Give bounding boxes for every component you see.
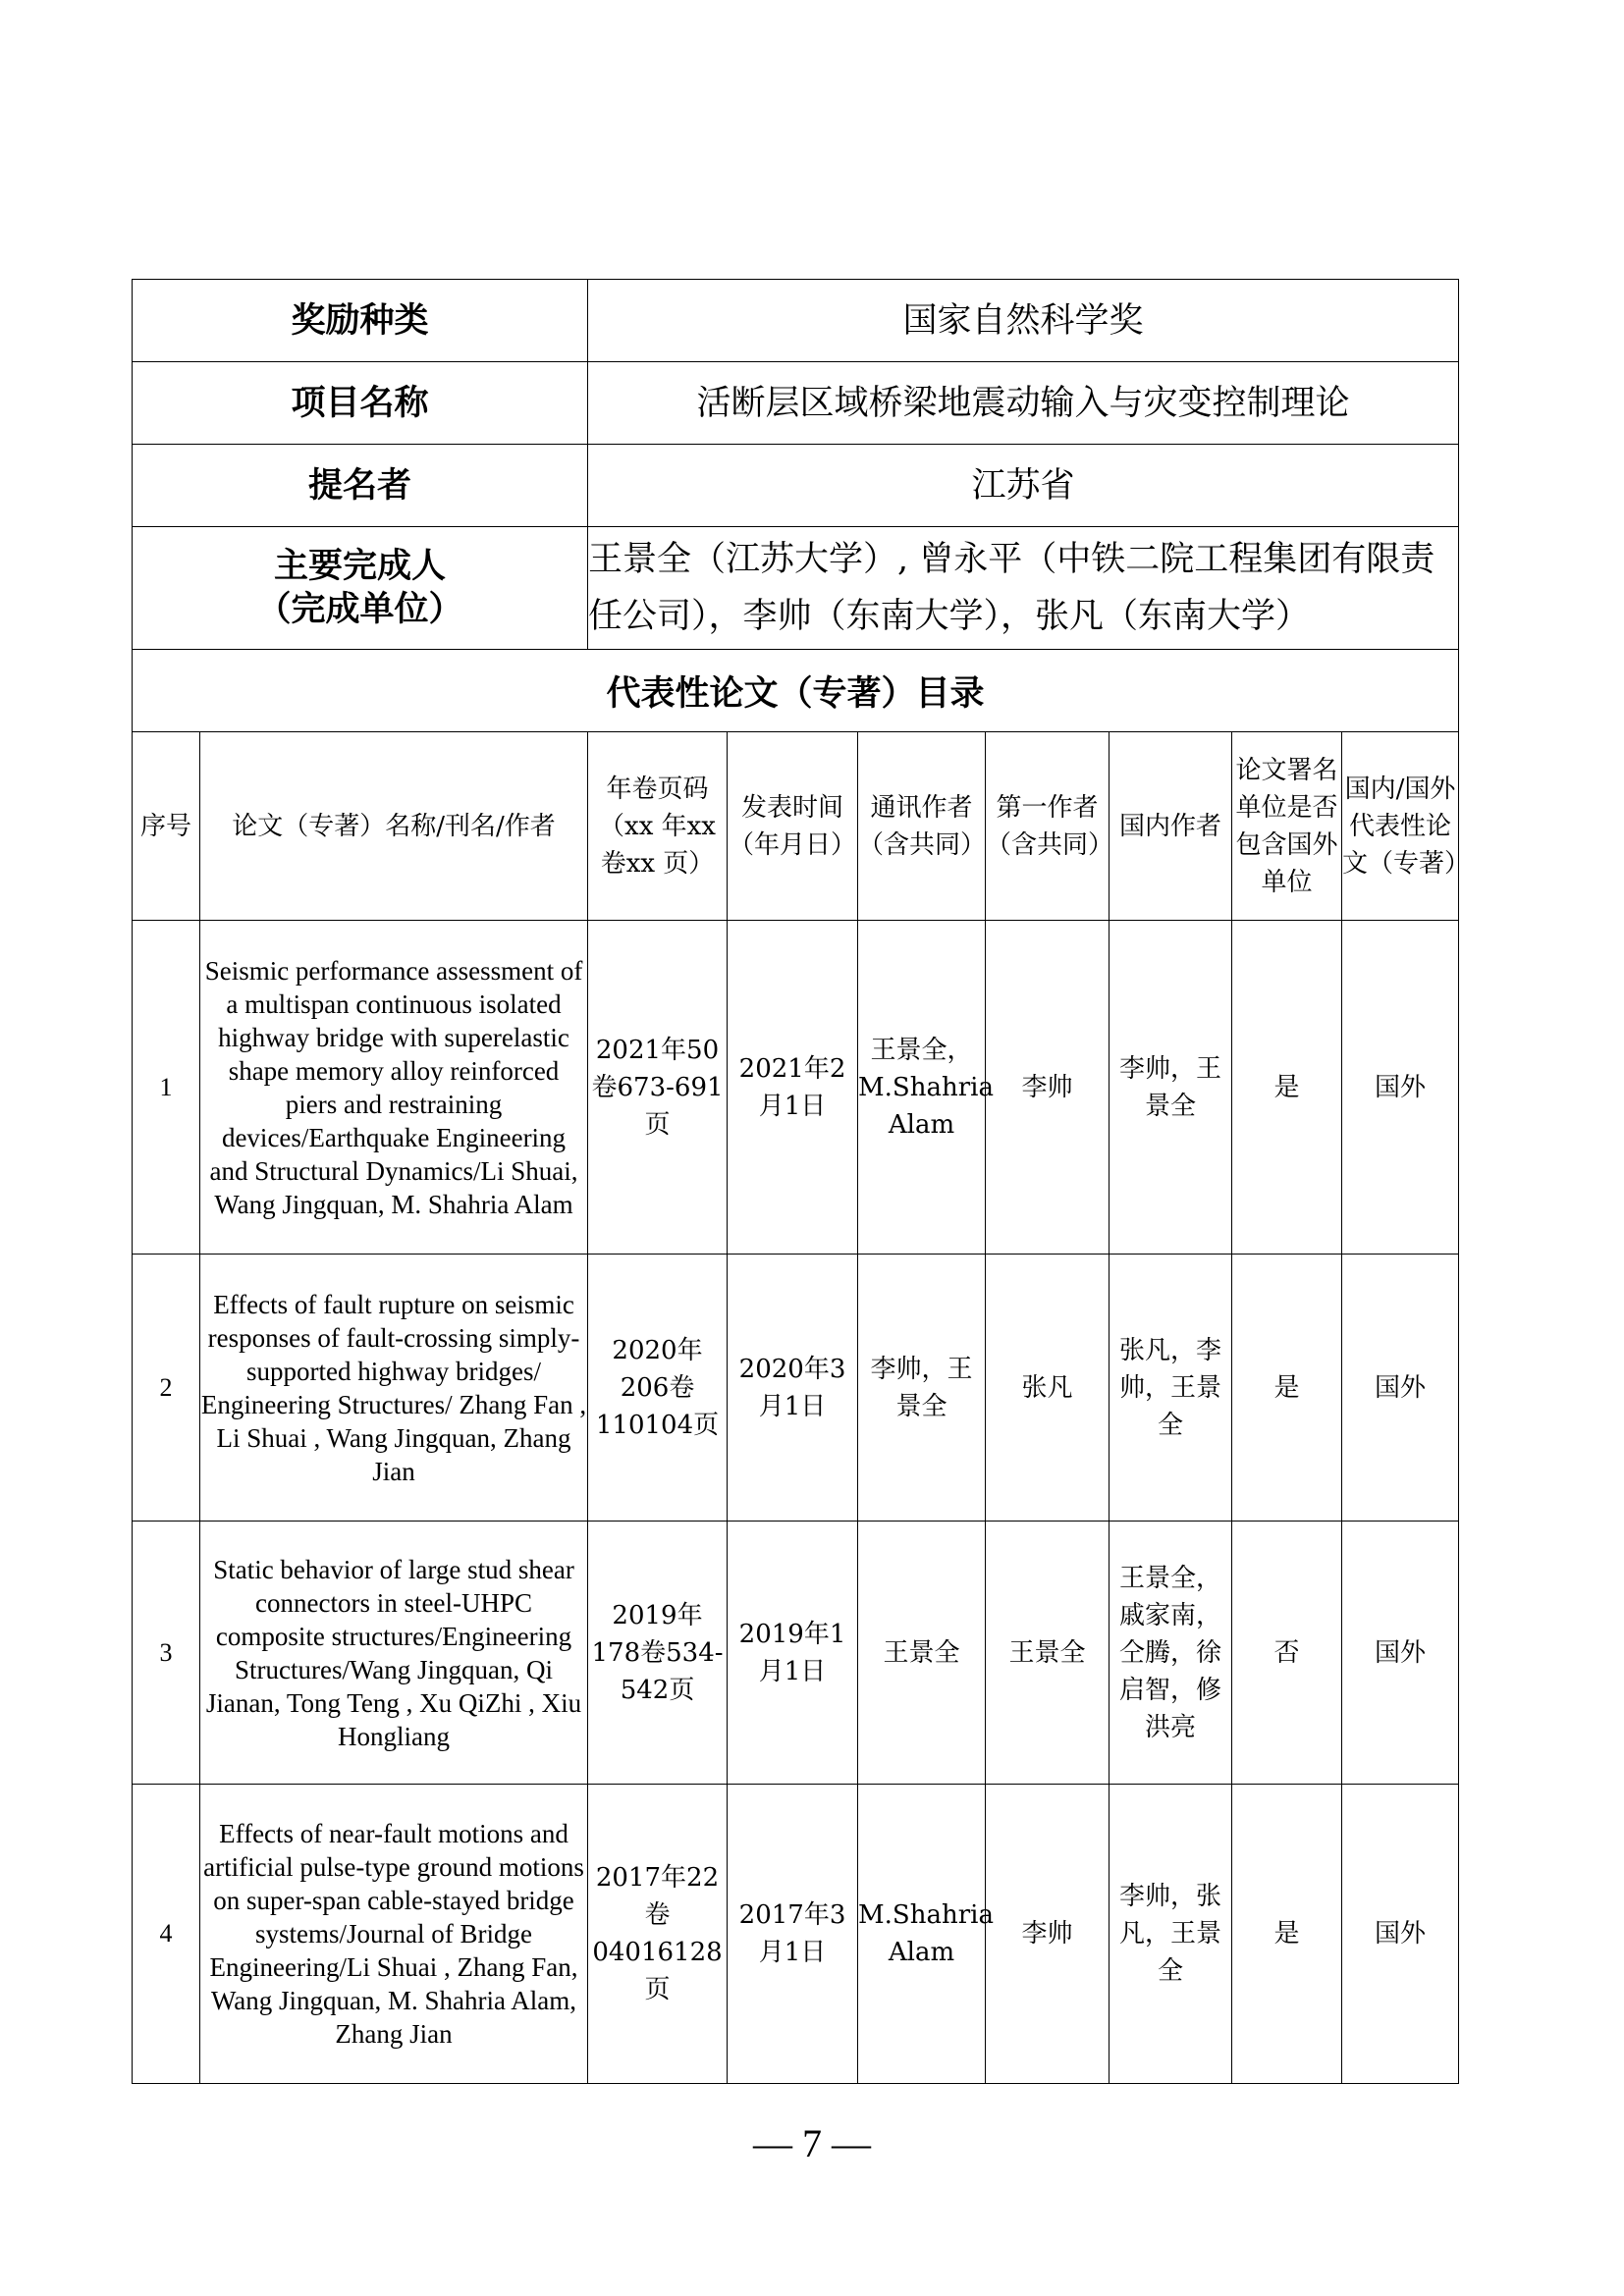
paper-domestic-authors: 张凡，李帅，王景全 bbox=[1110, 1255, 1232, 1522]
paper-pages: 2021年50卷673-691页 bbox=[588, 921, 728, 1255]
table-row bbox=[133, 1522, 1459, 1785]
col-header-pages: 年卷页码（xx 年xx卷xx 页） bbox=[588, 732, 728, 921]
table-row bbox=[133, 1785, 1459, 2084]
paper-first-author: 王景全 bbox=[986, 1522, 1110, 1785]
project-name-label: 项目名称 bbox=[133, 362, 588, 445]
award-type-row bbox=[133, 280, 1459, 362]
paper-title: Static behavior of large stud shear connectors in steel-UHPC composite structures/Engineering Structures/Wang Jingquan, Qi Jianan, Tong Teng , Xu QiZhi , Xiu Hongliang bbox=[200, 1522, 588, 1785]
col-header-foreign-unit: 论文署名单位是否包含国外单位 bbox=[1232, 732, 1342, 921]
paper-title: Effects of near-fault motions and artificial pulse-type ground motions on super-span cable-stayed bridge systems/Journal of Bridge Engineering/Li Shuai , Zhang Fan, Wang Jingquan, M. Shahria Alam, Zhang Jian bbox=[200, 1785, 588, 2084]
main-contributors-label-line1: 主要完成人 bbox=[274, 546, 447, 586]
paper-date: 2020年3月1日 bbox=[728, 1255, 858, 1522]
nominator-row bbox=[133, 445, 1459, 527]
paper-index: 3 bbox=[133, 1522, 200, 1785]
col-header-domestic-authors: 国内作者 bbox=[1110, 732, 1232, 921]
col-header-title: 论文（专著）名称/刊名/作者 bbox=[200, 732, 588, 921]
col-header-date: 发表时间（年月日） bbox=[728, 732, 858, 921]
paper-corresponding: M.Shahria Alam bbox=[858, 1785, 986, 2084]
nominator-label: 提名者 bbox=[133, 445, 588, 527]
paper-first-author: 李帅 bbox=[986, 921, 1110, 1255]
col-header-index: 序号 bbox=[133, 732, 200, 921]
award-type-value: 国家自然科学奖 bbox=[588, 280, 1459, 362]
paper-pages: 2017年22卷04016128页 bbox=[588, 1785, 728, 2084]
main-contributors-value: 王景全（江苏大学）, 曾永平（中铁二院工程集团有限责任公司），李帅（东南大学），张凡（东南大学） bbox=[588, 527, 1459, 650]
paper-rep-paper: 国外 bbox=[1342, 921, 1459, 1255]
paper-title: Effects of fault rupture on seismic responses of fault-crossing simply-supported highway bridges/ Engineering Structures/ Zhang Fan , Li Shuai , Wang Jingquan, Zhang Jian bbox=[200, 1255, 588, 1522]
paper-domestic-authors: 王景全，戚家南，仝腾，徐启智，修洪亮 bbox=[1110, 1522, 1232, 1785]
paper-foreign-unit: 是 bbox=[1232, 1785, 1342, 2084]
paper-title: Seismic performance assessment of a multispan continuous isolated highway bridge with superelastic shape memory alloy reinforced piers and restraining devices/Earthquake Engineering and Structural Dynamics/Li Shuai, Wang Jingquan, M. Shahria Alam bbox=[200, 921, 588, 1255]
paper-domestic-authors: 李帅，王景全 bbox=[1110, 921, 1232, 1255]
table-row bbox=[133, 1255, 1459, 1522]
paper-rep-paper: 国外 bbox=[1342, 1522, 1459, 1785]
paper-domestic-authors: 李帅，张凡，王景全 bbox=[1110, 1785, 1232, 2084]
paper-rep-paper: 国外 bbox=[1342, 1255, 1459, 1522]
paper-date: 2017年3月1日 bbox=[728, 1785, 858, 2084]
paper-pages: 2020年206卷110104页 bbox=[588, 1255, 728, 1522]
section-title-row bbox=[133, 650, 1459, 732]
col-header-rep-paper: 国内/国外代表性论文（专著） bbox=[1342, 732, 1459, 921]
col-header-corresponding: 通讯作者（含共同） bbox=[858, 732, 986, 921]
paper-index: 4 bbox=[133, 1785, 200, 2084]
column-header-row bbox=[133, 732, 1459, 921]
paper-first-author: 李帅 bbox=[986, 1785, 1110, 2084]
paper-foreign-unit: 是 bbox=[1232, 921, 1342, 1255]
project-name-row bbox=[133, 362, 1459, 445]
paper-first-author: 张凡 bbox=[986, 1255, 1110, 1522]
paper-rep-paper: 国外 bbox=[1342, 1785, 1459, 2084]
main-contributors-row bbox=[133, 527, 1459, 650]
award-type-label: 奖励种类 bbox=[133, 280, 588, 362]
section-title: 代表性论文（专著）目录 bbox=[133, 650, 1459, 732]
main-contributors-label-line2: （完成单位） bbox=[256, 589, 463, 629]
table-row bbox=[133, 921, 1459, 1255]
award-document-table bbox=[132, 279, 1471, 2084]
col-header-first-author: 第一作者（含共同） bbox=[986, 732, 1110, 921]
main-contributors-label bbox=[133, 527, 588, 650]
paper-foreign-unit: 否 bbox=[1232, 1522, 1342, 1785]
page-number: — 7 — bbox=[753, 2121, 871, 2165]
paper-date: 2021年2月1日 bbox=[728, 921, 858, 1255]
paper-corresponding: 王景全 bbox=[858, 1522, 986, 1785]
paper-corresponding: 李帅，王景全 bbox=[858, 1255, 986, 1522]
paper-date: 2019年1月1日 bbox=[728, 1522, 858, 1785]
nominator-value: 江苏省 bbox=[588, 445, 1459, 527]
paper-index: 2 bbox=[133, 1255, 200, 1522]
paper-index: 1 bbox=[133, 921, 200, 1255]
project-name-value: 活断层区域桥梁地震动输入与灾变控制理论 bbox=[588, 362, 1459, 445]
paper-foreign-unit: 是 bbox=[1232, 1255, 1342, 1522]
paper-corresponding: 王景全，M.Shahria Alam bbox=[858, 921, 986, 1255]
paper-pages: 2019年178卷534-542页 bbox=[588, 1522, 728, 1785]
